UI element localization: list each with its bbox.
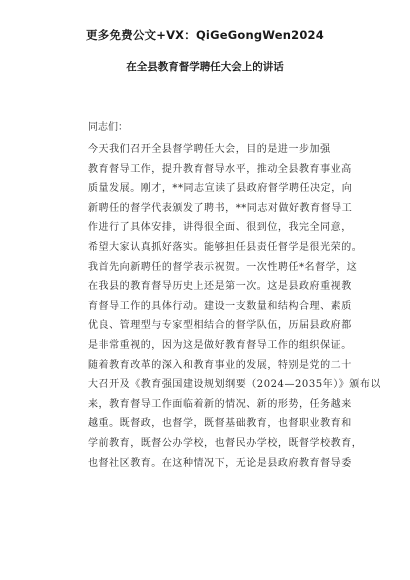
body-line: 大召开及《教育强国建设规划纲要（2024—2035年）》颁布以 <box>88 379 381 391</box>
body-line: 新聘任的督学代表颁发了聘书，**同志对做好教育督导工 <box>88 202 353 214</box>
body-line: 随着教育改革的深入和教育事业的发展，特别是党的二十 <box>88 359 352 371</box>
body-line: 今天我们召开全县督学聘任大会，目的是进一步加强 <box>88 144 331 155</box>
body-line: 是非常重视的，因为这是做好教育督导工作的组织保证。 <box>88 339 352 351</box>
body-line: 育督导工作的具体行动。建设一支数量和结构合理、素质 <box>88 300 352 312</box>
watermark-header: 更多免费公文+VX：QiGeGongWen2024 <box>86 28 324 42</box>
body-text <box>88 140 381 473</box>
salutation: 同志们： <box>88 122 128 133</box>
document-title: 在全县教育督学聘任大会上的讲话 <box>126 61 284 73</box>
body-line: 来，教育督导工作面临着新的情况、新的形势，任务越来 <box>88 398 352 410</box>
body-line: 希望大家认真抓好落实。能够担任县责任督学是很光荣的。 <box>88 241 363 253</box>
body-line: 越重。既督政，也督学，既督基础教育，也督职业教育和 <box>88 418 352 430</box>
body-line: 学前教育，既督公办学校，也督民办学校，既督学校教育， <box>88 437 363 449</box>
body-line: 我首先向新聘任的督学表示祝贺。一次性聘任*名督学，这 <box>88 261 358 273</box>
body-line: 优良、管理型与专家型相结合的督学队伍，历届县政府都 <box>88 320 352 332</box>
body-line: 质量发展。刚才，**同志宣读了县政府督学聘任决定，向 <box>88 183 353 195</box>
body-line: 也督社区教育。在这种情况下，无论是县政府教育督导委 <box>88 457 352 469</box>
body-line: 在我县的教育督导历史上还是第一次。这是县政府重视教 <box>88 281 352 293</box>
body-line: 作进行了具体安排，讲得很全面、很到位，我完全同意， <box>88 222 352 234</box>
body-line: 教育督导工作，提升教育督导水平，推动全县教育事业高 <box>88 163 352 175</box>
